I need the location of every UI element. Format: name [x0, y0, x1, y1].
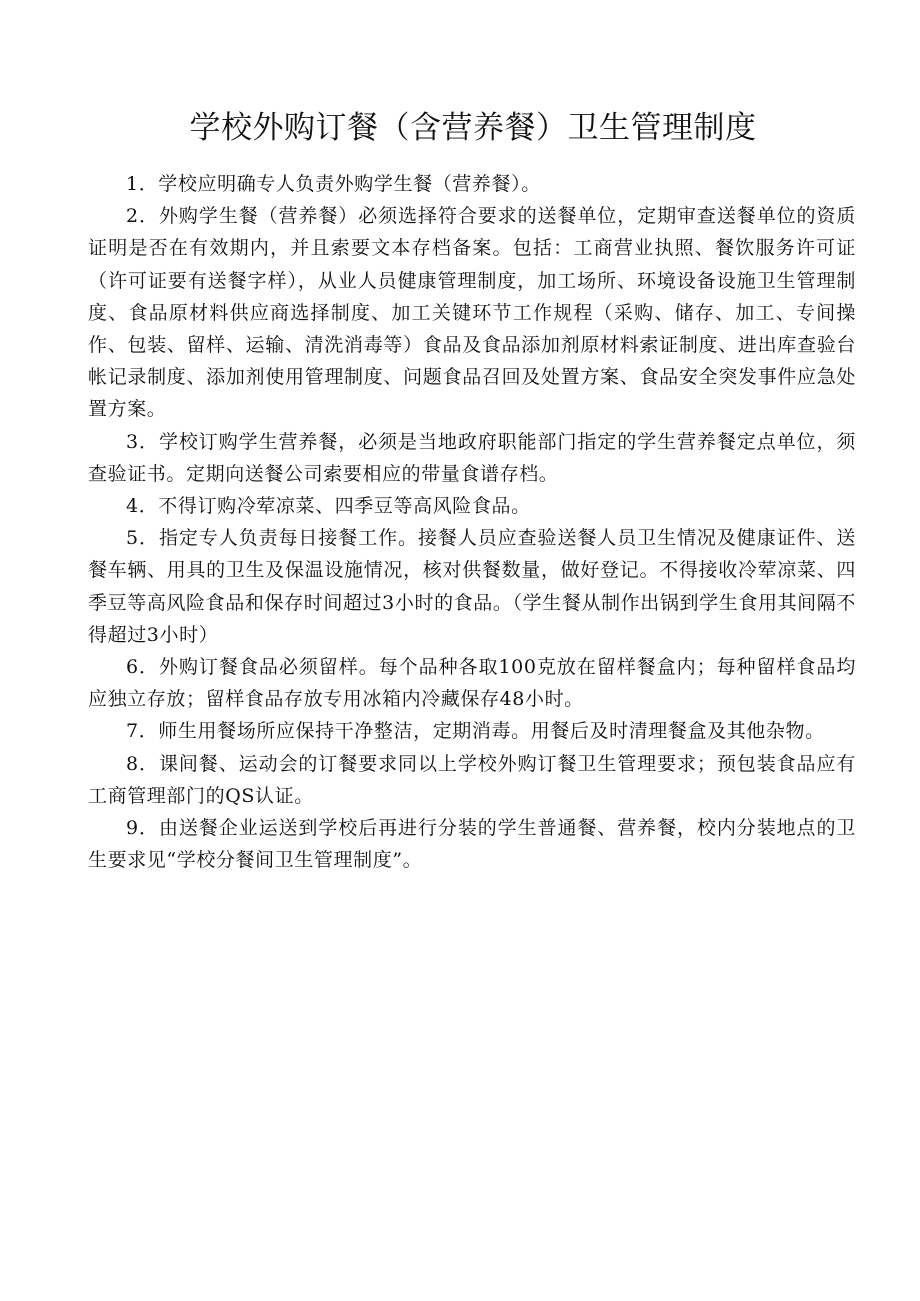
clause-number: 7． [126, 720, 159, 743]
clause-number: 9． [126, 817, 159, 840]
clause-number: 8． [126, 752, 159, 775]
clause-number: 1． [126, 173, 159, 195]
clause-9 [88, 812, 856, 876]
clause-2 [88, 200, 856, 425]
clause-text: 外购学生餐（营养餐）必须选择符合要求的送餐单位，定期审查送餐单位的资质证明是否在有效期内，并且索要文本存档备案。包括：工商营业执照、餐饮服务许可证（许可证要有送餐字样），从业人员健康管理制度，加工场所、环境设备设施卫生管理制度、食品原材料供应商选择制度、加工关键环节工作规程（采购、储存、加工、专间操作、包装、留样、运输、清洗消毒等）食品及食品添加剂原材料索证制度、进出库查验台帐记录制度、添加剂使用管理制度、问题食品召回及处置方案、食品安全突发事件应急处置方案。 [88, 205, 856, 421]
clause-number: 6． [126, 656, 160, 679]
document-title: 学校外购订餐（含营养餐）卫生管理制度 [189, 110, 757, 146]
clause-text: 课间餐、运动会的订餐要求同以上学校外购订餐卫生管理要求；预包装食品应有工商管理部门的QS认证。 [88, 752, 856, 807]
clause-1 [88, 168, 856, 200]
clause-number: 2． [126, 205, 159, 228]
clause-6 [88, 651, 856, 715]
clause-text: 师生用餐场所应保持干净整洁，定期消毒。用餐后及时清理餐盒及其他杂物。 [158, 720, 825, 743]
clause-text: 指定专人负责每日接餐工作。接餐人员应查验送餐人员卫生情况及健康证件、送餐车辆、用具的卫生及保温设施情况，核对供餐数量，做好登记。不得接收冷荤凉菜、四季豆等高风险食品和保存时间超过3小时的食品。（学生餐从制作出锅到学生食用其间隔不得超过3小时） [88, 527, 856, 646]
clause-text: 外购订餐食品必须留样。每个品种各取100克放在留样餐盒内；每种留样食品均应独立存放；留样食品存放专用冰箱内冷藏保存48小时。 [88, 656, 856, 711]
clause-text: 学校订购学生营养餐，必须是当地政府职能部门指定的学生营养餐定点单位，须查验证书。定期向送餐公司索要相应的带量食谱存档。 [88, 430, 856, 485]
clause-7 [88, 715, 856, 747]
clause-8 [88, 748, 856, 812]
clause-number: 5． [126, 527, 159, 550]
document-page [88, 106, 856, 876]
clause-number: 3． [126, 430, 159, 453]
clause-5 [88, 522, 856, 651]
clause-3 [88, 426, 856, 490]
clause-text: 不得订购冷荤凉菜、四季豆等高风险食品。 [158, 495, 531, 518]
clause-text: 学校应明确专人负责外购学生餐（营养餐）。 [158, 173, 541, 195]
clause-4 [88, 490, 856, 522]
clause-text: 由送餐企业运送到学校后再进行分装的学生普通餐、营养餐，校内分装地点的卫生要求见“学校分餐间卫生管理制度”。 [88, 817, 856, 872]
clause-number: 4． [126, 495, 159, 518]
